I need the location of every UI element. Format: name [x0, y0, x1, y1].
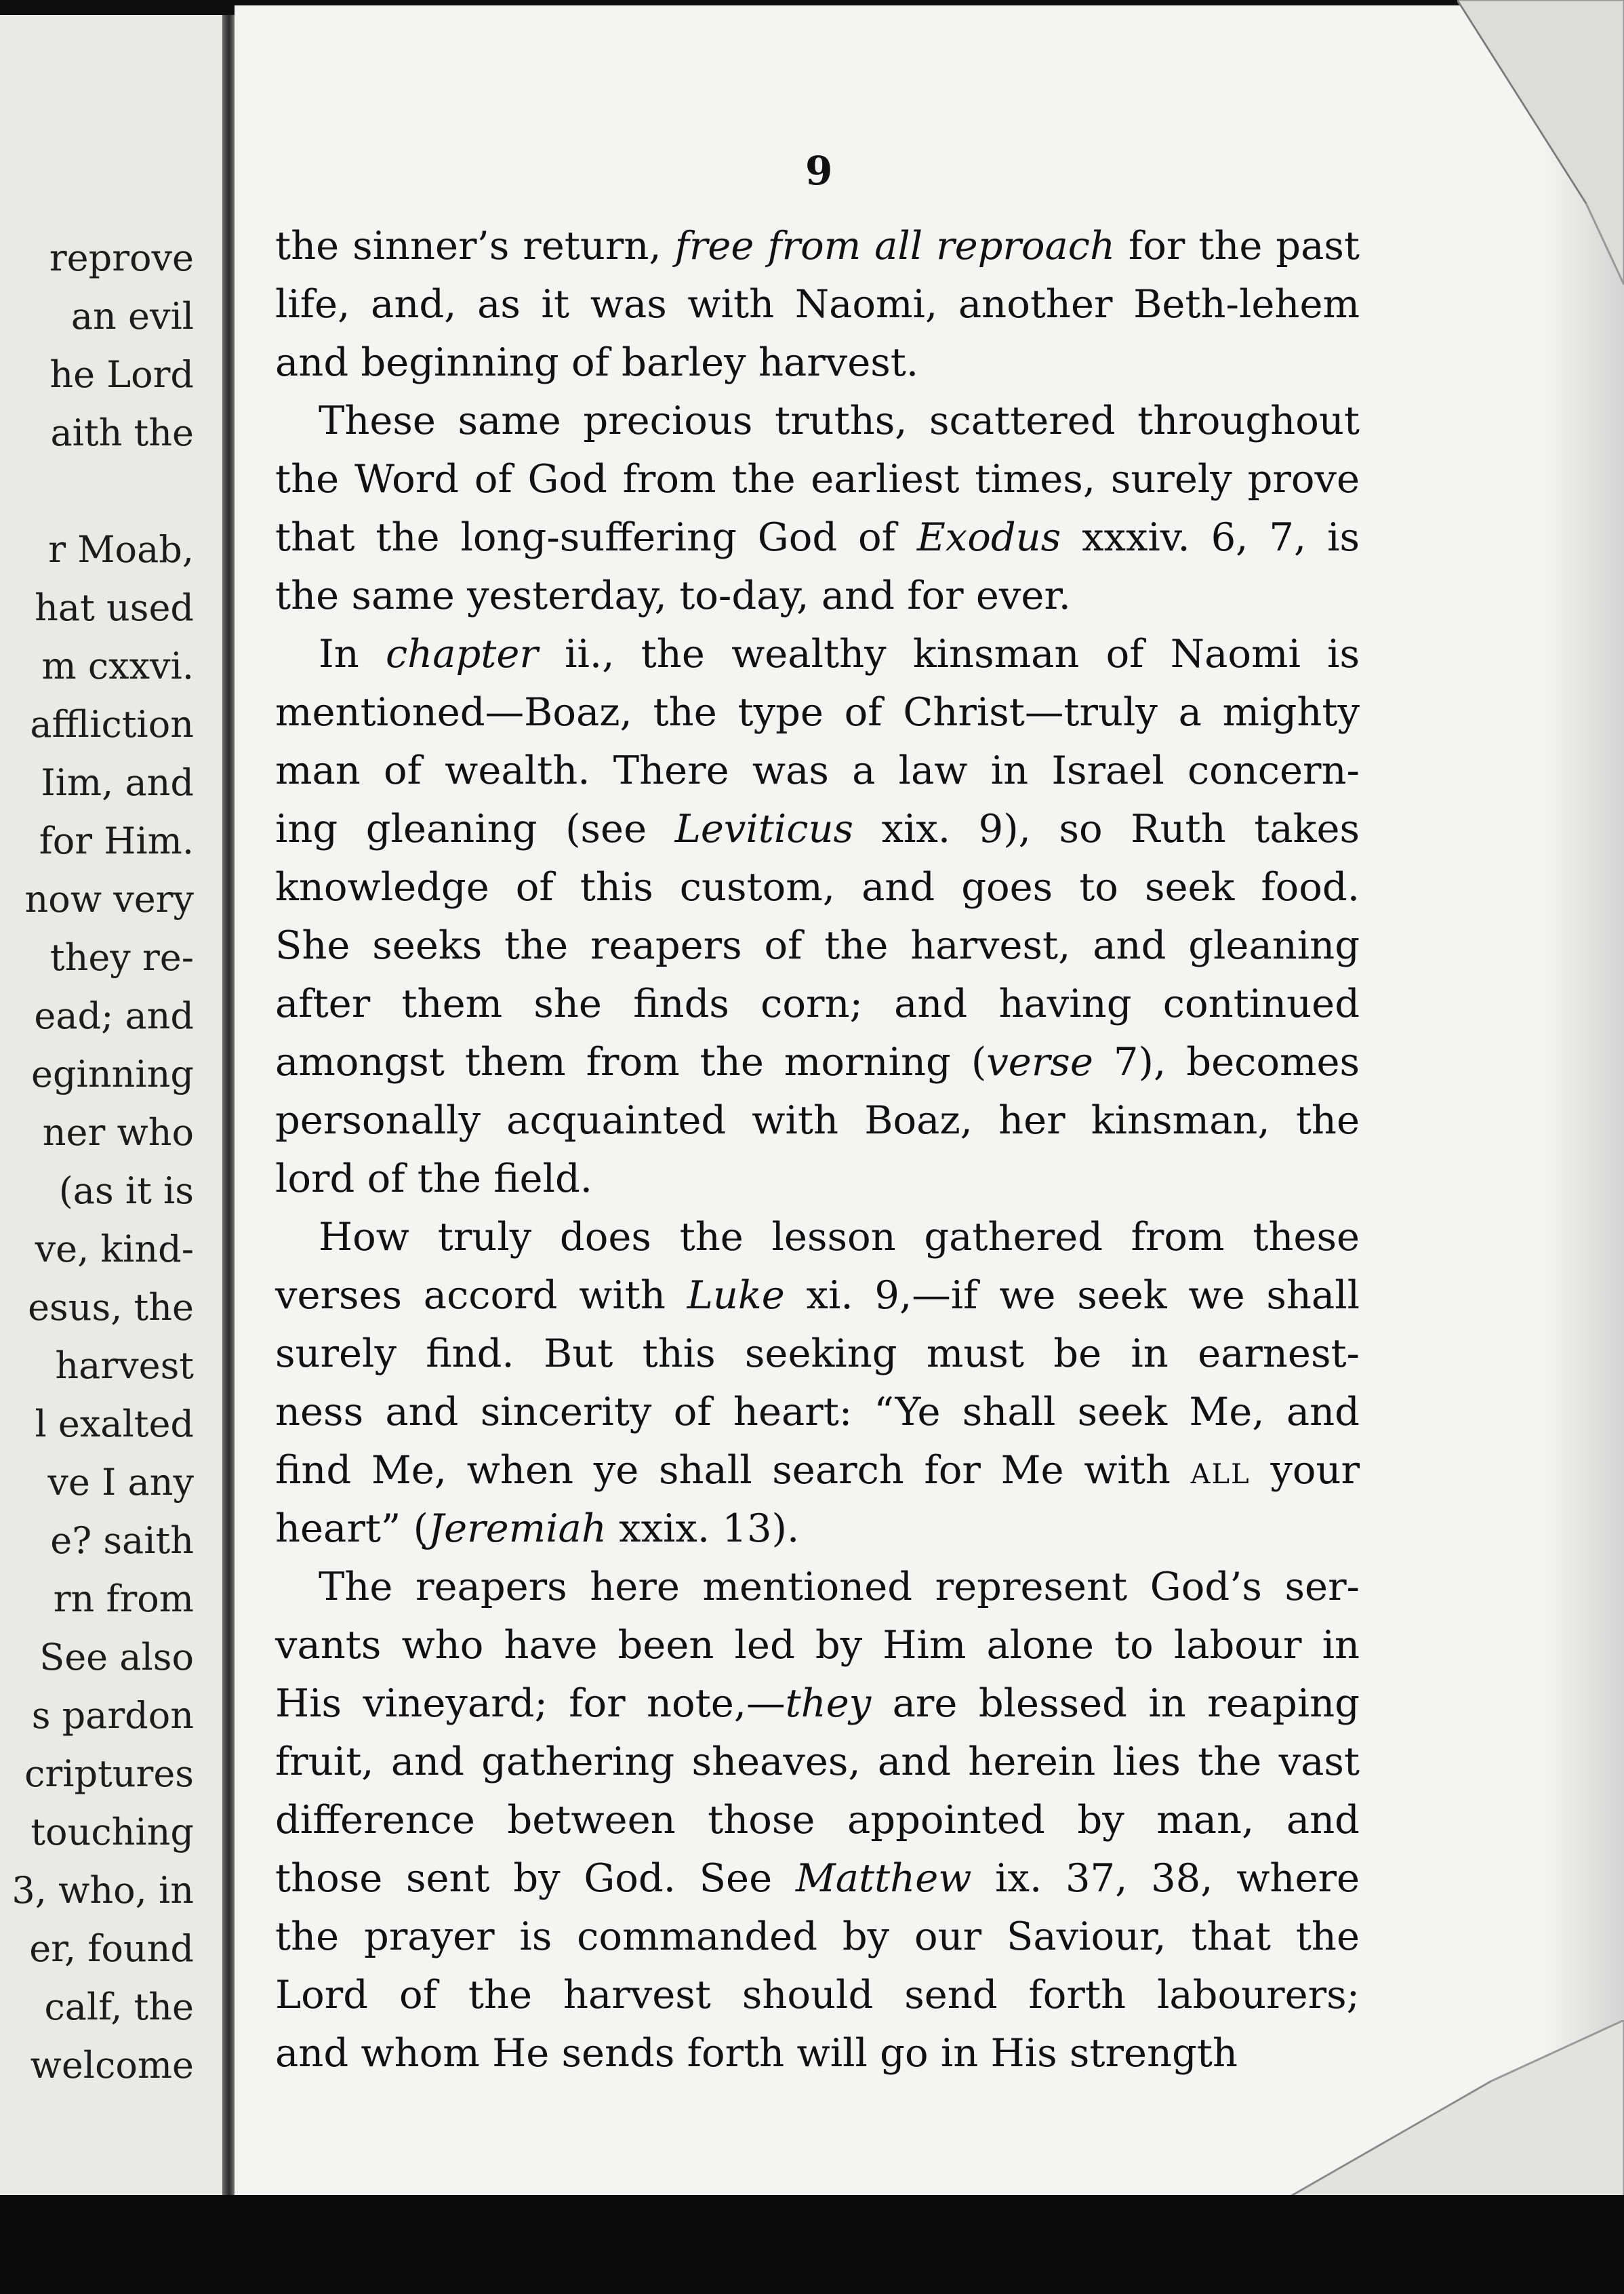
- text-line: that the long-suffering God of Exodus xxxiv. 6, 7, is: [275, 515, 1360, 560]
- paragraph: [275, 217, 1360, 392]
- text-line: ness and sincerity of heart: “Ye shall seek Me, and: [275, 1389, 1360, 1434]
- left-page-line: (as it is: [58, 1169, 194, 1212]
- left-page-line: l exalted: [35, 1403, 194, 1445]
- folded-corner-top: [1457, 0, 1624, 285]
- left-page-line: r Moab,: [48, 528, 194, 571]
- left-page-line: esus, the: [28, 1286, 194, 1329]
- text-line: the Word of God from the earliest times, surely prove: [275, 456, 1360, 502]
- left-page-line: 3, who, in: [12, 1869, 194, 1912]
- left-page-line: ve I any: [47, 1461, 194, 1504]
- text-line: mentioned—Boaz, the type of Christ—truly a mighty: [275, 689, 1360, 735]
- text-line: the sinner’s return, free from all reproach for the past: [275, 223, 1360, 268]
- left-page-line: See also: [39, 1636, 194, 1678]
- left-page-line: reprove: [49, 237, 194, 279]
- text-line: and beginning of barley harvest.: [275, 340, 919, 385]
- left-page-line: rn from: [53, 1577, 194, 1620]
- left-page-line: for Him.: [39, 820, 194, 862]
- text-line: heart” (Jeremiah xxix. 13).: [275, 1506, 800, 1551]
- left-page-line: e? saith: [50, 1519, 194, 1562]
- page-body-text: [275, 217, 1360, 2082]
- scan-bottom-border: [0, 2195, 1624, 2294]
- text-line: difference between those appointed by man, and: [275, 1797, 1360, 1843]
- text-line: These same precious truths, scattered throughout: [319, 398, 1360, 443]
- text-line: How truly does the lesson gathered from these: [319, 1214, 1360, 1260]
- left-page-line: touching: [31, 1811, 194, 1853]
- text-line: the prayer is commanded by our Saviour, that the: [275, 1914, 1360, 1959]
- text-line: amongst them from the morning (verse 7), becomes: [275, 1039, 1360, 1085]
- text-line: She seeks the reapers of the harvest, and gleaning: [275, 923, 1360, 968]
- text-line: In chapter ii., the wealthy kinsman of Naomi is: [319, 631, 1360, 677]
- text-line: life, and, as it was with Naomi, another Beth-lehem: [275, 281, 1360, 327]
- left-page-line: ead; and: [34, 994, 194, 1037]
- text-line: fruit, and gathering sheaves, and herein lies the vast: [275, 1739, 1360, 1784]
- left-page-line: they re-: [49, 936, 194, 979]
- left-page-fragment: [0, 15, 224, 2198]
- text-line: and whom He sends forth will go in His strength: [275, 2030, 1238, 2076]
- paragraph: [275, 1558, 1360, 2082]
- left-page-line: welcome: [30, 2044, 194, 2087]
- paragraph: [275, 1208, 1360, 1558]
- text-line: those sent by God. See Matthew ix. 37, 38, where: [275, 1855, 1360, 1901]
- page-number: 9: [805, 148, 833, 194]
- left-page-line: m cxxvi.: [41, 645, 194, 687]
- left-page-line: now very: [24, 878, 194, 921]
- left-page-line: an evil: [70, 295, 194, 338]
- text-line: after them she finds corn; and having continued: [275, 981, 1360, 1026]
- paragraph: [275, 392, 1360, 625]
- left-page-line: ve, kind-: [35, 1228, 194, 1270]
- left-page-line: s pardon: [31, 1694, 194, 1737]
- left-page-line: he Lord: [49, 353, 194, 396]
- text-line: lord of the field.: [275, 1156, 593, 1201]
- left-page-line: hat used: [35, 586, 194, 629]
- page-edge-shadow: [1543, 5, 1624, 2198]
- text-line: His vineyard; for note,—they are blessed in reaping: [275, 1681, 1360, 1726]
- text-line: knowledge of this custom, and goes to seek food.: [275, 864, 1360, 910]
- left-page-line: ner who: [42, 1111, 194, 1154]
- left-page-line: Iim, and: [41, 761, 194, 804]
- text-line: ing gleaning (see Leviticus xix. 9), so Ruth takes: [275, 806, 1360, 851]
- text-line: the same yesterday, to-day, and for ever.: [275, 573, 1071, 618]
- text-line: vants who have been led by Him alone to labour in: [275, 1622, 1360, 1668]
- left-page-line: aith the: [50, 411, 194, 454]
- left-page-line: er, found: [29, 1927, 194, 1970]
- text-line: find Me, when ye shall search for Me with all your: [275, 1447, 1360, 1493]
- text-line: The reapers here mentioned represent God’s ser-: [319, 1564, 1360, 1609]
- left-page-line: harvest: [55, 1344, 194, 1387]
- paragraph: [275, 625, 1360, 1208]
- text-line: Lord of the harvest should send forth labourers;: [275, 1972, 1360, 2017]
- left-page-line: eginning: [31, 1053, 194, 1095]
- text-line: verses accord with Luke xi. 9,—if we seek we shall: [275, 1272, 1360, 1318]
- left-page-line: calf, the: [44, 1986, 194, 2028]
- text-line: surely find. But this seeking must be in earnest-: [275, 1331, 1360, 1376]
- text-line: personally acquainted with Boaz, her kinsman, the: [275, 1098, 1360, 1143]
- left-page-line: criptures: [24, 1752, 194, 1795]
- left-page-line: affliction: [30, 703, 194, 746]
- text-line: man of wealth. There was a law in Israel concern-: [275, 748, 1360, 793]
